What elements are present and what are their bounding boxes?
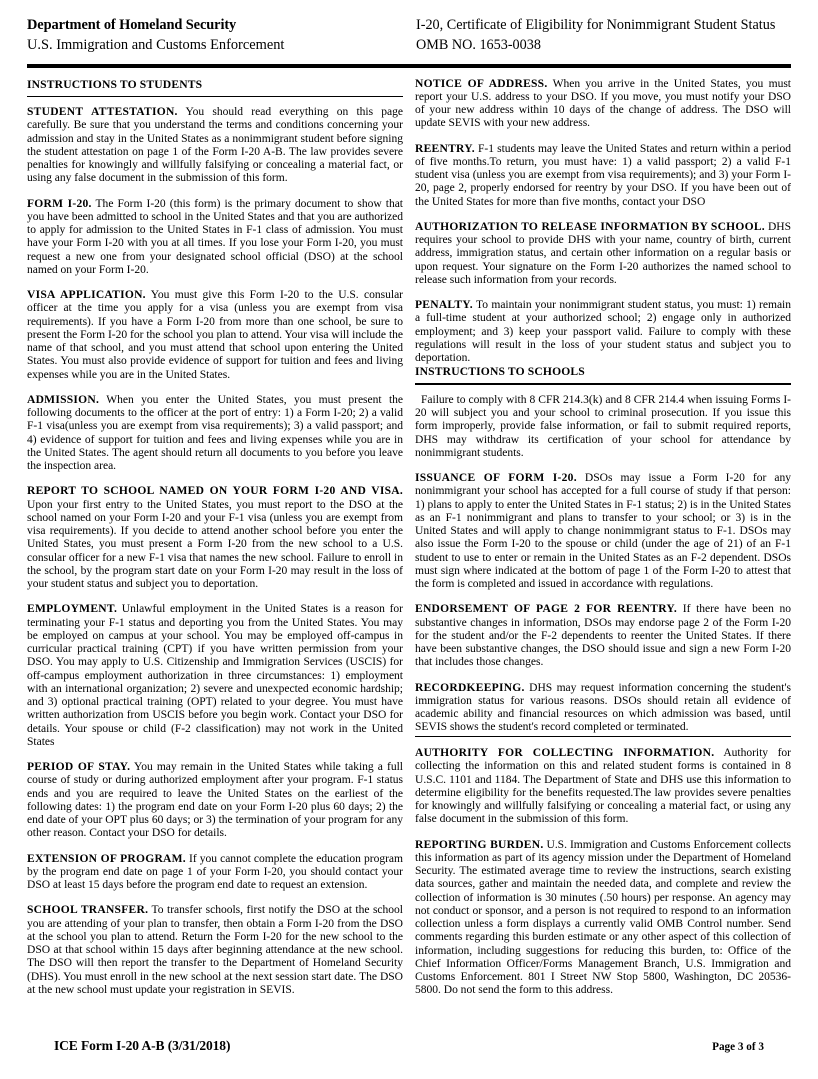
paragraph-text: F-1 students may leave the United States and return within a period of five months.To return, you must have: 1) a valid passport; 2) a valid F-1 student visa (unless you are exempt from visa requirements); and 3) your Form I-20, page 2, properly endorsed for reentry by your DSO. If you have been out of the United States for more than five months, contact your DSO (415, 142, 791, 208)
paragraph (415, 747, 791, 827)
paragraph-lead: PENALTY. (415, 299, 473, 311)
paragraph-text: You should read everything on this page carefully. Be sure that you understand the terms and conditions concerning your admission and stay in the United States as a nonimmigrant student before signing the student attestation on page 1 of the Form I-20 A-B. The law provides severe penalties for knowingly and willfully falsifying or concealing a material fact, or using any false document in the submission of this form. (27, 106, 403, 185)
paragraph (415, 299, 791, 365)
instructions-to-schools-rule (415, 383, 791, 385)
paragraph (415, 78, 791, 131)
paragraph-lead: EMPLOYMENT. (27, 603, 118, 616)
paragraph-lead: REPORT TO SCHOOL NAMED ON YOUR FORM I-20 AND VISA. (27, 485, 403, 498)
paragraph-text: DHS may request information concerning the student's immigration status for various reasons. DSOs should retain all evidence of academic ability and financial resources on which admission was based, until SEVIS shows the student's record completed or terminated. (415, 681, 791, 734)
authority-section-divider (415, 736, 791, 738)
instructions-to-students-heading: INSTRUCTIONS TO STUDENTS (27, 77, 203, 91)
paragraph (27, 485, 403, 591)
paragraph (415, 682, 791, 735)
masthead-agency-block (27, 16, 402, 56)
paragraph-text: To maintain your nonimmigrant student status, you must: 1) remain a full-time student at your authorized school; 2) engage only in authorized employment; and 3) keep your passport valid. Failure to comply with these regulations will result in the loss of your student status and subject you to deportation. (415, 299, 791, 364)
paragraph-lead: STUDENT ATTESTATION. (27, 106, 178, 119)
paragraph-text: If you cannot complete the education program by the program end date on page 1 of your Form I-20, you should contact your DSO at least 15 days before the program end date to request an extension. (27, 852, 404, 892)
document-columns (27, 78, 791, 998)
paragraph (415, 394, 791, 460)
paragraph-lead: SCHOOL TRANSFER. (27, 904, 149, 917)
page-number-label: Page 3 of 3 (712, 1041, 764, 1053)
instructions-to-students-rule (27, 96, 403, 98)
paragraph (27, 198, 403, 278)
paragraph-text: Authority for collecting the information on this and related student forms is contained in 8 U.S.C. 1101 and 1184. The Department of State and DHS use this information to determine eligibility for the benefits requested.The law provides severe penalties for knowingly and willfully falsifying or concealing a material fact, or using any false document in the submission of this form. (415, 747, 791, 826)
paragraph (27, 603, 403, 749)
masthead-form-block (402, 16, 791, 56)
paragraph (415, 143, 791, 209)
paragraph-lead: ISSUANCE OF FORM I-20. (415, 472, 577, 485)
paragraph-text: U.S. Immigration and Customs Enforcement collects this information as part of its agency mission under the Department of Homeland Security. The estimated average time to review the instructions, search existing data sources, gather and maintain the needed data, and complete and review the collection of information is 30 minutes (.50 hours) per response. An agency may not conduct or sponsor, and a person is not required to respond to an information collection unless a form displays a currently valid OMB Control number. Send comments regarding this burden estimate or any other aspect of this collection of information, including suggestions for reducing this burden, to: Office of the Chief Information Officer/Forms Management Branch, U.S. Immigration and Customs Enforcement. 801 I Street NW Stop 5800, Washington, DC 20536-5800. Do not send the form to this address. (415, 838, 791, 997)
paragraph (415, 603, 791, 669)
instructions-to-schools-heading: INSTRUCTIONS TO SCHOOLS (415, 365, 585, 379)
paragraph (27, 106, 403, 186)
document-page (27, 0, 791, 1079)
paragraph-lead: NOTICE OF ADDRESS. (415, 77, 548, 90)
paragraph (27, 289, 403, 382)
paragraph-lead: REPORTING BURDEN. (415, 838, 544, 851)
paragraph-text: When you arrive in the United States, you must report your U.S. address to your DSO. If you move, you must notify your DSO of your new address within 10 days of the change of address. The DSO will update SEVIS with your new address. (415, 77, 791, 130)
left-column (27, 78, 407, 998)
document-footer (54, 1038, 764, 1054)
left-column-paragraphs (27, 106, 403, 997)
paragraph-text: DHS requires your school to provide DHS with your name, country of birth, current address, immigration status, and certain other information on a regular basis or upon request. Your signature on the Form I-20 authorizes the named school to release such information from your records. (415, 220, 791, 286)
paragraph-text: When you enter the United States, you must present the following documents to the officer at the port of entry: 1) a Form I-20; 2) a valid F-1 visa(unless you are exempt from visa requirements); 3) a valid passport; and 4) evidence of support for tuition and fees and living expenses while you are in the United States. The agent should return all documents to you before you leave the inspection area. (27, 393, 403, 473)
paragraph-lead: PERIOD OF STAY. (27, 761, 131, 774)
paragraph-text: You may remain in the United States while taking a full course of study or during authorized employment after your program. F-1 status ends and you are required to leave the United States on the earliest of the following dates: 1) the program end date on your Form I-20 plus 60 days; 2) the end date of your OPT plus 60 days; or 3) the termination of your program for any other reason. Contact your DSO for details. (27, 761, 403, 840)
masthead-divider (27, 64, 791, 68)
paragraph-text: Upon your first entry to the United States, you must report to the DSO at the school named on your Form I-20 and your F-1 visa (unless you are exempt from visa requirements). If you decide to attend another school before you enter the United States, you must present a Form I-20 from the new school to a U.S. consular officer for a new F-1 visa that names the new school. Failure to enroll in the school, by the program start date on your Form I-20 may result in the loss of your student status and subject you to deportation. (27, 498, 403, 591)
right-column-bottom-paragraphs (415, 747, 791, 998)
paragraph-lead: AUTHORIZATION TO RELEASE INFORMATION BY SCHOOL. (415, 220, 765, 233)
paragraph-text: DSOs may issue a Form I-20 for any nonimmigrant your school has accepted for a full course of study if that person: 1) plans to apply to enter the United States in F-1 status; 2) is in the United States as an F-1 nonimmigrant and plans to transfer to your school; or 3) is in the United States and will apply to change nonimmigrant status to F-1. DSOs may also issue the Form I-20 to the spouse or child (under the age of 21) of an F-1 student to use to enter or remain in the United States as an F-2 dependent. DSOs must sign where indicated at the bottom of page 1 of the Form I-20 to attest that the form is completed and issued in accordance with regulations. (415, 472, 791, 591)
paragraph-text: To transfer schools, first notify the DSO at the school you are attending of your plan to transfer, then obtain a Form I-20 from the DSO at the school you plan to attend. Return the Form I-20 for the new school to the DSO at that school within 15 days after beginning attendance at the new school. The DSO will then report the transfer to the Department of Homeland Security (DHS). You must enroll in the new school at the next session start date. The DSO at the new school must update your registration in SEVIS. (27, 904, 403, 996)
paragraph (415, 221, 791, 287)
paragraph-text: The Form I-20 (this form) is the primary document to show that you have been admitted to school in the United States and that you are authorized to apply for admission to the United States in F-1 class of admission. You must have your Form I-20 with you at all times. If you lose your Form I-20, you must request a new one from your designated school official (DSO) at the school named on your Form I-20. (27, 197, 403, 276)
agency-name: Department of Homeland Security (27, 17, 237, 33)
agency-subname: U.S. Immigration and Customs Enforcement (27, 37, 285, 53)
right-column (415, 78, 791, 998)
form-title: I-20, Certificate of Eligibility for Nonimmigrant Student Status (416, 17, 776, 33)
paragraph (27, 853, 403, 893)
paragraph (27, 904, 403, 997)
right-column-top-paragraphs (415, 78, 791, 366)
paragraph (415, 839, 791, 998)
paragraph (27, 761, 403, 841)
paragraph-text: If there have been no substantive changes in information, DSOs may endorse page 2 of the Form I-20 for the student and/or the F-2 dependents to reenter the United States. If there have been substantive changes, the DSO should issue and sign a new Form I-20 that includes those changes. (415, 603, 792, 669)
paragraph-lead: FORM I-20. (27, 197, 92, 210)
paragraph-text: You must give this Form I-20 to the U.S. consular officer at the time you apply for a visa (unless you are exempt from visa requirements). If you have a Form I-20 from more than one school, be sure to present the Form I-20 for the school you plan to attend. Your visa will include the name of that school, and you must attend that school upon entering the United States. You must also provide evidence of support for tuition and fees and living expenses while you are in the United States. (27, 289, 404, 381)
document-masthead (27, 0, 791, 56)
paragraph-text: Unlawful employment in the United States is a reason for terminating your F-1 status and deporting you from the United States. You may be employed on campus at your school. You may be employed off-campus in curricular practical training (CPT) if you have written permission from your DSO. You may apply to U.S. Citizenship and Immigration Services (USCIS) for off-campus employment authorization in three circumstances: 1) employment with an international organization; 2) severe and unexpected economic hardship; and 3) optional practical training (OPT) related to your degree. You must have written authorization from USCIS before you begin work. Contact your DSO for details. Your spouse or child (F-2 classification) may not work in the United States (27, 603, 403, 748)
paragraph (27, 394, 403, 474)
paragraph-lead: VISA APPLICATION. (27, 289, 146, 302)
form-id-label: ICE Form I-20 A-B (3/31/2018) (54, 1038, 231, 1053)
paragraph-lead: AUTHORITY FOR COLLECTING INFORMATION. (415, 747, 715, 760)
paragraph-lead: RECORDKEEPING. (415, 681, 525, 694)
right-column-schools-paragraphs (415, 394, 791, 735)
paragraph (415, 472, 791, 591)
paragraph-text: Failure to comply with 8 CFR 214.3(k) and 8 CFR 214.4 when issuing Forms I-20 will subject you and your school to criminal prosecution. If you issue this form improperly, provide false information, or fail to submit required reports, DHS may withdraw its certification of your school for attendance by nonimmigrant students. (415, 393, 791, 459)
omb-number: OMB NO. 1653-0038 (416, 37, 541, 53)
paragraph-lead: EXTENSION OF PROGRAM. (27, 852, 186, 865)
paragraph-lead: REENTRY. (415, 142, 475, 155)
paragraph-lead: ENDORSEMENT OF PAGE 2 FOR REENTRY. (415, 603, 678, 616)
paragraph-lead: ADMISSION. (27, 393, 100, 406)
